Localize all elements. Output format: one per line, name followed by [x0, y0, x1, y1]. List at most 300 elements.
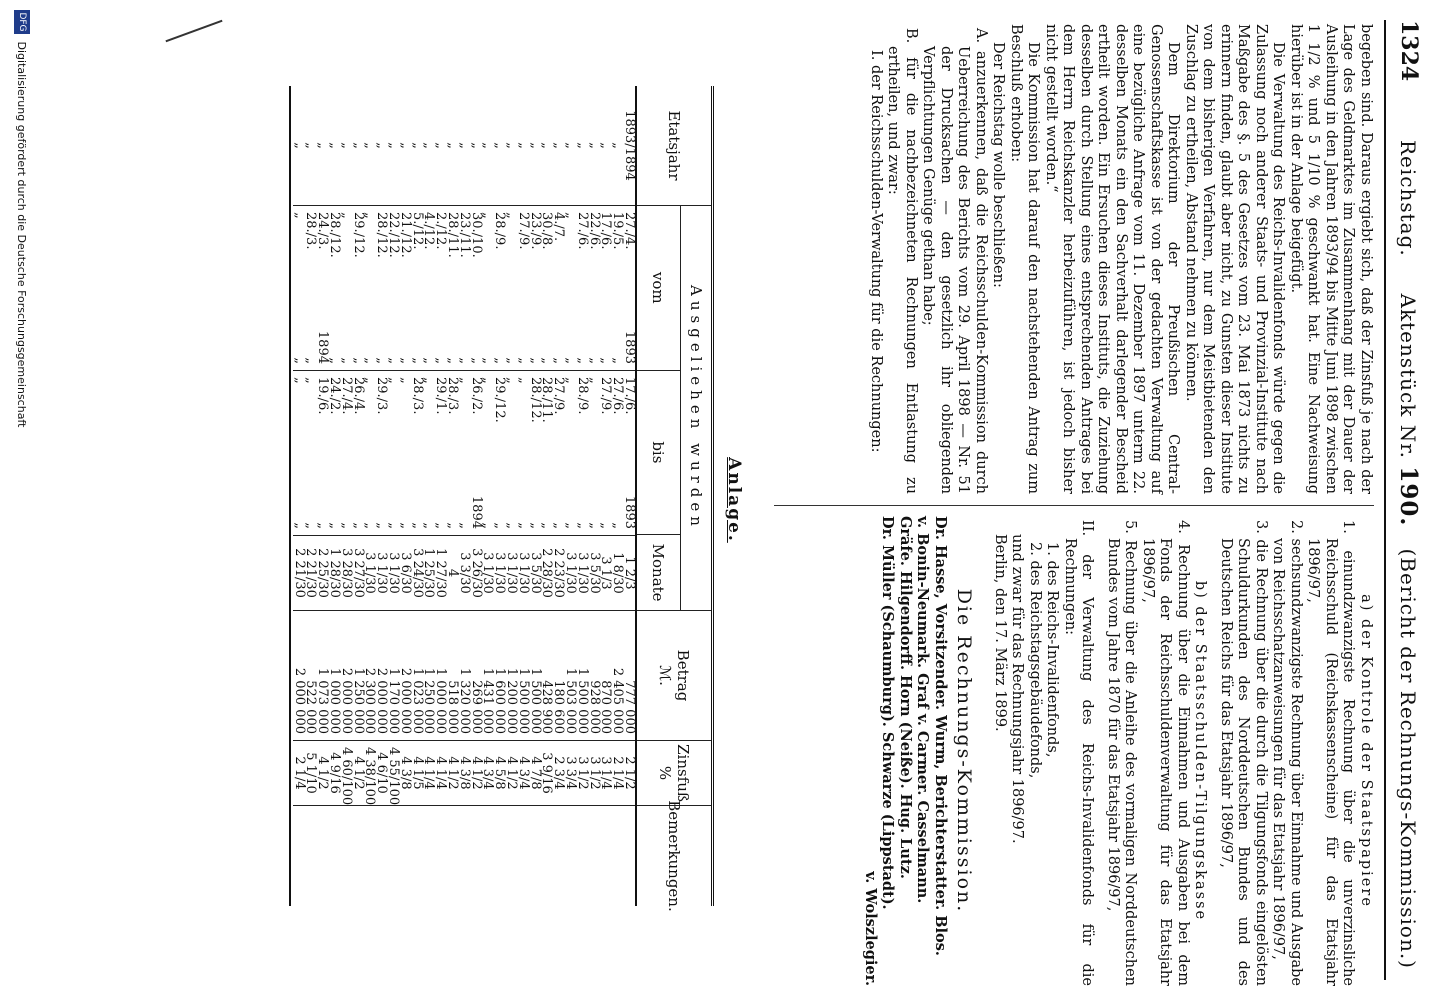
cell-rate: 4 6/10	[375, 741, 387, 806]
cell-months: 3 24/30	[411, 536, 423, 611]
table-row	[386, 86, 402, 906]
cell-months: 2 23/30	[552, 536, 564, 611]
cell-from-year: „	[610, 357, 626, 364]
cell-months: 2 25/30	[316, 536, 328, 611]
cell-until-year: „	[397, 522, 413, 529]
cell-months: 3 1/30	[564, 536, 576, 611]
cell-year: „	[611, 86, 623, 206]
cell-until	[600, 371, 612, 536]
cell-amount: 2 000 000	[293, 611, 305, 741]
cell-from: 4./12.	[421, 212, 437, 250]
cell-from-year: „	[468, 357, 484, 364]
cell-until: 28./11.	[539, 377, 555, 423]
cell-until-year: „	[291, 522, 307, 529]
cell-from	[445, 206, 461, 371]
cell-until-year: „	[551, 522, 567, 529]
cell-from: 21./12.	[397, 212, 413, 258]
cell-year: „	[564, 86, 576, 206]
cell-year: „	[434, 86, 446, 206]
cell-year: „	[529, 86, 541, 206]
footer	[6, 0, 30, 1000]
header-amount	[637, 611, 711, 741]
cell-from: 5./12.	[409, 212, 425, 250]
cell-until	[610, 371, 626, 536]
cell-amount: 2 300 000	[364, 611, 376, 741]
cell-until-year: „	[362, 522, 378, 529]
table-row	[445, 86, 461, 906]
document-label: Aktenstück Nr.	[1396, 293, 1420, 459]
cell-from-year: „	[327, 357, 343, 364]
cell-amount: 1 200 000	[505, 611, 517, 741]
cell-amount: 1 250 000	[423, 611, 435, 741]
cell-remarks	[611, 806, 623, 906]
motion-item-b: B. für die nachbezeichneten Rechnungen Entlastung zu ertheilen, und zwar:	[885, 28, 919, 494]
cell-rate: 3 9/16	[541, 741, 553, 806]
cell-year: „	[482, 86, 494, 206]
cell-until: 29./1.	[433, 377, 449, 415]
table-row	[315, 86, 331, 906]
cell-rate: 4 1/4	[423, 741, 435, 806]
cell-from	[352, 206, 364, 371]
dfg-logo-icon: DFG	[14, 10, 30, 34]
cell-rate: 4 1/2	[470, 741, 482, 806]
cell-year: „	[305, 86, 317, 206]
cell-from-year: „	[421, 357, 437, 364]
cell-amount: 2 000 000	[375, 611, 387, 741]
cell-months: 3 1/30	[387, 536, 399, 611]
cell-from-year: 1893	[622, 330, 637, 364]
cell-rate: 4 9/16	[328, 741, 340, 806]
cell-from	[610, 206, 626, 371]
cell-rate: 4 1/2	[446, 741, 458, 806]
cell-from	[492, 206, 508, 371]
cell-year: „	[293, 86, 305, 206]
cell-from-year: „	[374, 357, 390, 364]
cell-year: „	[600, 86, 612, 206]
table-row	[433, 86, 449, 906]
header-year: Etatsjahr	[637, 86, 711, 206]
cell-amount: 1 250 000	[352, 611, 364, 741]
column-separator	[774, 505, 1374, 506]
cell-until: „	[456, 377, 472, 384]
cell-rate: 2 1/4	[611, 741, 623, 806]
cell-from: 27./9.	[515, 212, 531, 250]
cell-from-year: „	[563, 357, 579, 364]
cell-rate: 4 1/4	[434, 741, 446, 806]
table-row	[293, 86, 305, 906]
cell-remarks	[375, 806, 387, 906]
cell-until: 19./6.	[315, 377, 331, 415]
cell-until: 27./4.	[338, 377, 354, 415]
header-months: Monate	[649, 543, 668, 602]
cell-year: „	[505, 86, 517, 206]
footer-text: Digitalisierung gefördert durch die Deutsche Forschungsgemeinschaft	[15, 41, 29, 428]
cell-until-year: „	[350, 522, 366, 529]
header-rate	[637, 741, 711, 806]
cell-until	[470, 371, 482, 536]
header-rule	[1384, 20, 1386, 980]
cell-rate: 4 55/100	[387, 741, 399, 806]
cell-from	[551, 206, 567, 371]
cell-from-year: „	[362, 357, 378, 364]
cell-remarks	[305, 806, 317, 906]
cell-until: 29./3.	[374, 377, 390, 415]
cell-remarks	[434, 806, 446, 906]
cell-remarks	[423, 806, 435, 906]
cell-remarks	[493, 806, 505, 906]
cell-year: „	[328, 86, 340, 206]
cell-until-year: „	[421, 522, 437, 529]
cell-until	[433, 371, 449, 536]
cell-months: 1 25/30	[423, 536, 435, 611]
cell-until	[327, 371, 343, 536]
cell-until	[529, 371, 541, 536]
cell-amount: 928 000	[588, 611, 600, 741]
cell-amount: 1 000 000	[328, 611, 340, 741]
cell-from-year: „	[303, 357, 319, 364]
cell-year: „	[316, 86, 328, 206]
cell-until: 27./9.	[551, 377, 567, 415]
date-line: Berlin, den 17. März 1899.	[992, 534, 1008, 732]
cell-until: „	[303, 377, 319, 384]
cell-rate: 4 3/4	[482, 741, 494, 806]
cell-from	[504, 206, 520, 371]
cell-months: 4	[446, 536, 458, 611]
cell-amount: 1 320 000	[458, 611, 470, 741]
section-heading-a: a) der Kontrole der Staatspapiere	[1358, 594, 1374, 908]
cell-from: 27./4.	[622, 212, 637, 250]
table-header	[635, 86, 714, 912]
table-row	[504, 86, 520, 906]
cell-year: 1893/1894	[623, 86, 635, 206]
cell-rate: 4 38/100	[364, 741, 376, 806]
cell-year: „	[470, 86, 482, 206]
cell-amount: 1 073 000	[316, 611, 328, 741]
cell-months: 3 1/3	[600, 536, 612, 611]
cell-amount: 1 503 000	[564, 611, 576, 741]
cell-year: „	[399, 86, 411, 206]
anlage-title: Anlage.	[724, 457, 744, 543]
cell-remarks	[352, 806, 364, 906]
cell-rate: 4 60/100	[340, 741, 352, 806]
header-rate-unit: %	[656, 765, 674, 781]
paragraph: Die Verwaltung des Reichs-Invalidenfonds würde gegen die Zulassung noch anderer Staats- und Provinzial-Institute nach Maßgabe des §. 5 des Gesetzes vom 23. Mai 1873 nichts zu erinnern finden, glaubt aber nicht, zu Gunsten dieser Institute von dem bisherigen Verfahren, nur dem Meistbietenden den Zuschlag zu ertheilen, Abstand nehmen zu können.	[1183, 24, 1287, 494]
cell-until-year: „	[515, 522, 531, 529]
cell-until: 29./12.	[492, 377, 508, 423]
cell-amount: 428 900	[541, 611, 553, 741]
cell-months: 3 1/30	[364, 536, 376, 611]
cell-until: 28./3.	[445, 377, 461, 415]
cell-from-year: „	[527, 357, 543, 364]
cell-amount: 1 500 000	[529, 611, 541, 741]
cell-from: 2./12.	[433, 212, 449, 250]
header-amount-unit: ℳ.	[656, 665, 674, 686]
cell-remarks	[529, 806, 541, 906]
list-item: 2. sechsundzwanzigste Rechnung über Einnahme und Ausgabe von Reichsschatzanweisungen für das Etatsjahr 1896/97,	[1270, 520, 1304, 986]
cell-until-year: „	[574, 522, 590, 529]
table-row	[610, 86, 626, 906]
cell-until	[504, 371, 520, 536]
cell-rate: 4 1/2	[505, 741, 517, 806]
cell-months: 3 1/30	[576, 536, 588, 611]
pen-mark	[165, 20, 222, 42]
cell-from	[374, 206, 390, 371]
cell-months: 1 27/30	[434, 536, 446, 611]
cell-until: 28./3.	[409, 377, 425, 415]
cell-rate: 2 3/4	[552, 741, 564, 806]
list-item: 1. einundzwanzigste Rechnung über die unverzinsliche Reichsschuld (Reichskassenscheine) für das Etatsjahr 1896/97,	[1305, 520, 1357, 986]
cell-until-year: „	[539, 522, 555, 529]
cell-from-year: „	[598, 357, 614, 364]
cell-remarks	[364, 806, 376, 906]
cell-from: 30./10.	[468, 212, 484, 258]
cell-rate: 4 1/2	[316, 741, 328, 806]
left-text-column	[867, 24, 1375, 494]
cell-remarks	[470, 806, 482, 906]
anlage-table	[289, 86, 714, 912]
cell-remarks	[600, 806, 612, 906]
cell-remarks	[387, 806, 399, 906]
cell-from-year: „	[456, 357, 472, 364]
commission-title: Die Rechnungs-Kommission.	[953, 588, 976, 914]
section-heading-ii: II. der Verwaltung des Reichs-Invalidenfonds für die Rechnungen:	[1062, 520, 1096, 986]
cell-until: „	[386, 377, 402, 384]
page-header	[1382, 20, 1422, 980]
cell-until	[445, 371, 461, 536]
cell-until: 27./9.	[598, 377, 614, 415]
cell-until: 17./6.	[622, 377, 637, 415]
cell-from	[386, 206, 402, 371]
cell-from-year: „	[539, 357, 555, 364]
cell-amount: 518 000	[446, 611, 458, 741]
table-row	[492, 86, 508, 906]
cell-rate: 2 1/4	[293, 741, 305, 806]
cell-remarks	[340, 806, 352, 906]
cell-until	[411, 371, 423, 536]
cell-from-year: „	[586, 357, 602, 364]
cell-remarks	[517, 806, 529, 906]
cell-from-year: „	[504, 357, 520, 364]
cell-remarks	[458, 806, 470, 906]
cell-year: „	[588, 86, 600, 206]
cell-amount: 1 170 000	[387, 611, 399, 741]
cell-amount: 522 000	[305, 611, 317, 741]
header-title	[1395, 140, 1422, 969]
cell-until	[315, 371, 331, 536]
cell-rate: 3 3/4	[564, 741, 576, 806]
cell-remarks	[623, 806, 635, 906]
cell-from-year: 1894	[315, 330, 331, 364]
cell-from	[327, 206, 343, 371]
table-row	[327, 86, 343, 906]
cell-months: 3 1/30	[493, 536, 505, 611]
cell-until-year: „	[598, 522, 614, 529]
cell-until-year: „	[386, 522, 402, 529]
section-heading-b: b) der Staatsschulden-Tilgungskasse	[1192, 580, 1209, 922]
cell-remarks	[552, 806, 564, 906]
cell-remarks	[576, 806, 588, 906]
cell-until: „	[504, 377, 520, 384]
cell-until-year: „	[327, 522, 343, 529]
cell-from: „	[362, 212, 378, 219]
cell-remarks	[588, 806, 600, 906]
cell-year: „	[541, 86, 553, 206]
cell-months: 1 8/30	[611, 536, 623, 611]
paragraph: Die Kommission hat darauf den nachstehenden Antrag zum Beschluß erhoben:	[1008, 24, 1042, 494]
cell-amount: 1 500 000	[576, 611, 588, 741]
cell-remarks	[328, 806, 340, 906]
cell-year: „	[517, 86, 529, 206]
publication-name: Reichstag.	[1396, 140, 1420, 257]
cell-rate: 3 1/2	[576, 741, 588, 806]
cell-amount: 1 000 000	[434, 611, 446, 741]
cell-amount: 1 500 000	[517, 611, 529, 741]
cell-from: 28./11.	[445, 212, 461, 258]
cell-amount: 870 000	[600, 611, 612, 741]
cell-months: 2 21/30	[305, 536, 317, 611]
cell-from: 28./3.	[303, 212, 319, 250]
cell-until: „	[586, 377, 602, 384]
table-row	[551, 86, 567, 906]
cell-months: 3 1/30	[505, 536, 517, 611]
cell-until	[492, 371, 508, 536]
cell-from: 24./3.	[315, 212, 331, 250]
cell-until-year: „	[456, 522, 472, 529]
cell-months: 1 28/30	[328, 536, 340, 611]
cell-year: „	[364, 86, 376, 206]
right-text-column	[862, 516, 1375, 986]
header-until: bis	[637, 371, 680, 536]
cell-year: „	[458, 86, 470, 206]
cell-rate: 3 1/2	[588, 741, 600, 806]
list-item: 1. des Reichs-Invalidenfonds,	[1044, 542, 1061, 758]
cell-until	[399, 371, 411, 536]
cell-from-year: „	[386, 357, 402, 364]
cell-months: 3 6/30	[399, 536, 411, 611]
cell-from-year: „	[480, 357, 496, 364]
signature-line: Dr. Hasse, Vorsitzender. Wurm, Berichterstatter. Blos.	[932, 516, 949, 956]
cell-from-year: „	[409, 357, 425, 364]
cell-year: „	[411, 86, 423, 206]
cell-rate: 4 7/8	[529, 741, 541, 806]
cell-months: 3 1/30	[375, 536, 387, 611]
cell-until: 27./6.	[610, 377, 626, 415]
cell-from: „	[338, 212, 354, 219]
cell-year: „	[352, 86, 364, 206]
cell-from: 28./9.	[492, 212, 508, 250]
table-body	[289, 86, 635, 906]
motion-item-a: A. anzuerkennen, daß die Reichsschulden-Kommission durch Ueberreichung des Berichts vom 29. April 1898 — Nr. 51 der Drucksachen — den gesetzlich ihr obliegenden Verpflichtungen Genüge gethan habe;	[920, 28, 989, 494]
cell-amount: 1 600 000	[493, 611, 505, 741]
cell-remarks	[316, 806, 328, 906]
cell-from-year: „	[338, 357, 354, 364]
cell-rate: 4 3/4	[517, 741, 529, 806]
list-item: 5. Rechnung über die Anleihe des vormaligen Norddeutschen Bundes vom Jahre 1870 für das Etatsjahr 1896/97,	[1105, 520, 1139, 986]
cell-from: 22./12.	[386, 212, 402, 258]
table-row	[374, 86, 390, 906]
cell-until-year: „	[374, 522, 390, 529]
cell-until-year: „	[315, 522, 331, 529]
signature-line: Gräfe. Hilgendorff. Horn (Neiße). Hug. Lutz.	[897, 516, 914, 879]
cell-from: 28./12.	[327, 212, 343, 258]
cell-months: 3 5/30	[588, 536, 600, 611]
cell-until: 24./2.	[327, 377, 343, 415]
cell-from: 23./11.	[456, 212, 472, 258]
cell-rate: 4 5/8	[493, 741, 505, 806]
cell-until: „	[515, 377, 531, 384]
cell-from: 28./12.	[374, 212, 390, 258]
cell-months: 1 2/3	[623, 536, 635, 611]
cell-from-year: „	[350, 357, 366, 364]
cell-from-year: „	[397, 357, 413, 364]
cell-from: 29./12.	[350, 212, 366, 258]
cell-until-year: „	[433, 522, 449, 529]
cell-rate: 4 1/5	[411, 741, 423, 806]
list-item: 3. die Rechnung über die durch die Tilgungsfonds eingelösten Schuldurkunden des Norddeutschen Bundes und des Deutschen Reichs für das Etatsjahr 1896/97,	[1218, 520, 1269, 986]
cell-year: „	[340, 86, 352, 206]
cell-until-year: „	[409, 522, 425, 529]
cell-amount: 2 000 000	[399, 611, 411, 741]
motion-item-b-i: I. der Reichsschulden-Verwaltung für die Rechnungen:	[868, 50, 884, 453]
cell-from-year: „	[551, 357, 567, 364]
cell-from-year: „	[433, 357, 449, 364]
cell-year: „	[446, 86, 458, 206]
cell-amount: 2 405 000	[611, 611, 623, 741]
cell-months: 3 26/30	[470, 536, 482, 611]
document-number: 190.	[1395, 466, 1422, 527]
cell-from: 17./6.	[598, 212, 614, 250]
cell-amount: 1 431 000	[482, 611, 494, 741]
paragraph: begeben sind. Daraus ergiebt sich, daß der Zinsfuß je nach der Lage des Geldmarktes im Zusammenhang mit der Dauer der Ausleihung in den Jahren 1893/94 bis Mitte Juni 1898 zwischen 1 1/2 % und 5 1/10 % geschwankt hat. Eine Nachweisung hierüber ist in der Anlage beigefügt.	[1288, 24, 1374, 494]
cell-remarks	[446, 806, 458, 906]
paragraph: Dem Direktorium der Preußischen Central-Genossenschaftskasse ist von der gedachten Verwaltung auf eine bezügliche Anfrage vom 11. Dezember 1897 unterm 22. desselben Monats ein den Sachverhalt darlegender Bescheid ertheilt worden. Ein Ersuchen dieses Instituts, die Zuziehung desselben durch Stellung eines entsprechenden Antrages bei dem Herrn Reichskanzler herbeizuführen, ist jedoch bisher nicht gestellt worden.“	[1043, 24, 1182, 494]
cell-from	[517, 206, 529, 371]
cell-until-year: „	[445, 522, 461, 529]
cell-months: 3 5/30	[529, 536, 541, 611]
cell-remarks	[482, 806, 494, 906]
cell-until: „	[362, 377, 378, 384]
cell-until: 26./4.	[350, 377, 366, 415]
cell-rate: 3 1/4	[600, 741, 612, 806]
cell-months: 2 28/30	[541, 536, 553, 611]
cell-year: „	[493, 86, 505, 206]
cell-until: 28./12.	[527, 377, 543, 423]
cell-from: „	[504, 212, 520, 219]
header-group-title: Ausgeliehen wurden	[680, 206, 711, 610]
cell-amount: 1 023 000	[411, 611, 423, 741]
cell-from	[305, 206, 317, 371]
page-number: 1324	[1396, 20, 1422, 82]
cell-until	[576, 371, 588, 536]
cell-remarks	[541, 806, 553, 906]
cell-from	[433, 206, 449, 371]
cell-from-year: „	[445, 357, 461, 364]
cell-until-year: „	[527, 522, 543, 529]
cell-rate: 2 1/2	[623, 741, 635, 806]
cell-remarks	[411, 806, 423, 906]
cell-from: 4./7.	[551, 212, 567, 242]
cell-until: „	[291, 377, 307, 384]
cell-year: „	[423, 86, 435, 206]
cell-until	[374, 371, 390, 536]
cell-amount: 2 000 000	[340, 611, 352, 741]
signature-line: Dr. Müller (Schaumburg). Schwarze (Lippstadt).	[879, 516, 897, 910]
cell-until: „	[421, 377, 437, 384]
cell-until-year: „	[586, 522, 602, 529]
cell-year: „	[375, 86, 387, 206]
cell-months: 3 28/30	[340, 536, 352, 611]
header-rate-label: Zinsfuß	[674, 744, 692, 802]
